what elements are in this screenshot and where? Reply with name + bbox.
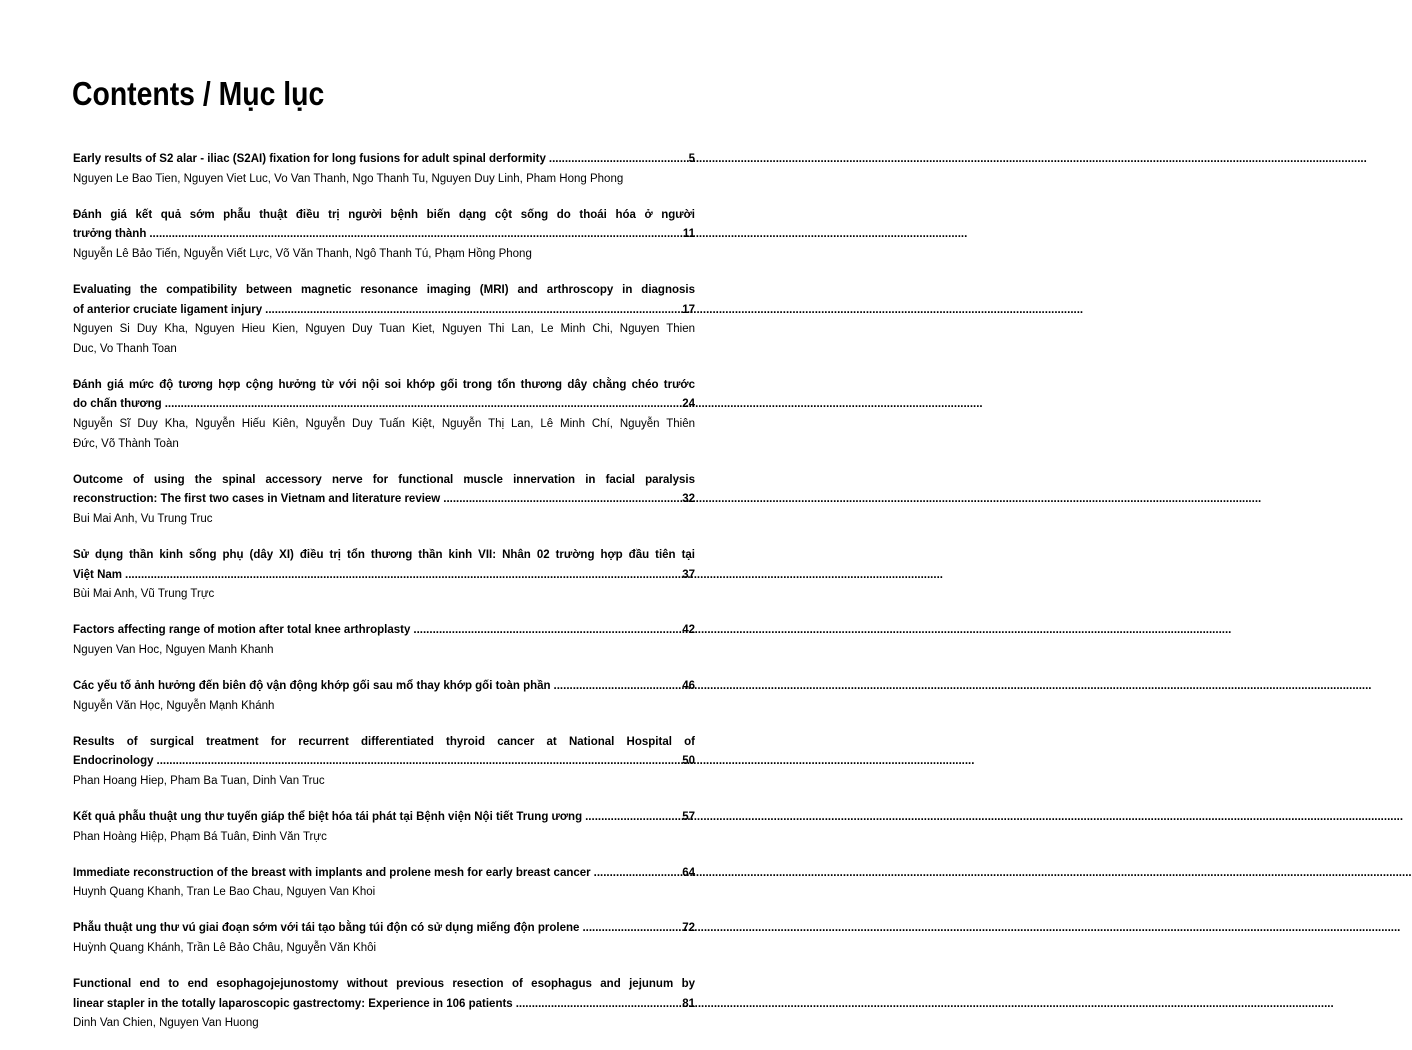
entry-title-row: [73, 919, 695, 939]
entry-authors: Đức, Võ Thành Toàn: [73, 437, 179, 450]
entry-title-row: [73, 150, 695, 170]
entry-title-row: [73, 225, 695, 245]
toc-entry[interactable]: [73, 376, 695, 454]
entry-title-row: [73, 752, 695, 772]
toc-entry[interactable]: [73, 975, 695, 1034]
dot-leader: [413, 621, 681, 641]
dot-leader: [165, 395, 682, 415]
entry-title: Phẫu thuật ung thư vú giai đoạn sớm với tái tạo bằng túi độn có sử dụng miếng độn prolene: [73, 922, 580, 935]
entry-page-number: 81: [682, 997, 695, 1010]
entry-title: Kết quả phẫu thuật ung thư tuyến giáp thể biệt hóa tái phát tại Bệnh viện Nội tiết Trung ương: [73, 810, 583, 823]
entry-title-line: Đánh giá mức độ tương hợp cộng hưởng từ với nội soi khớp gối trong tổn thương dây chằng chéo trước: [73, 378, 695, 391]
dot-leader: [157, 752, 682, 772]
entry-title-row: [73, 864, 695, 884]
entry-title-line: Đánh giá kết quả sớm phẫu thuật điều trị người bệnh biến dạng cột sống do thoái hóa ở người: [73, 208, 695, 221]
entry-title: do chấn thương: [73, 398, 162, 411]
entry-title-line: Evaluating the compatibility between magnetic resonance imaging (MRI) and arthroscopy in diagnosis: [73, 283, 695, 296]
dot-leader: [554, 677, 682, 697]
entry-authors: Dinh Van Chien, Nguyen Van Huong: [73, 1017, 259, 1030]
entry-page-number: 42: [682, 624, 695, 637]
dot-leader: [516, 995, 681, 1015]
toc-entry[interactable]: [73, 919, 695, 958]
entry-page-number: 32: [682, 493, 695, 506]
dot-leader: [582, 919, 681, 939]
entry-title-line: Sử dụng thần kinh sống phụ (dây XI) điều trị tổn thương thần kinh VII: Nhân 02 trường hợp đầu tiên tại: [73, 549, 695, 561]
toc-entry[interactable]: [73, 677, 695, 716]
entry-page-number: 72: [682, 922, 695, 935]
dot-leader: [265, 301, 681, 321]
entry-authors: Huỳnh Quang Khánh, Trần Lê Bảo Châu, Nguyễn Văn Khôi: [73, 941, 377, 954]
entry-title: Early results of S2 alar - iliac (S2AI) fixation for long fusions for adult spinal derformity: [73, 153, 546, 165]
entry-title-row: [73, 677, 695, 697]
entry-page-number: 57: [682, 810, 695, 823]
entry-title: trưởng thành: [73, 228, 147, 241]
entry-title-row: [73, 490, 695, 510]
toc-entry[interactable]: [73, 281, 695, 359]
dot-leader: [149, 225, 681, 245]
entry-page-number: 5: [688, 153, 695, 165]
entry-page-number: 17: [682, 303, 695, 316]
entry-page-number: 50: [682, 755, 695, 768]
entry-title: Factors affecting range of motion after total knee arthroplasty: [73, 624, 411, 637]
entry-page-number: 37: [682, 568, 695, 581]
toc-entry[interactable]: [73, 150, 695, 189]
dot-leader: [443, 490, 681, 510]
entry-title: linear stapler in the totally laparoscopic gastrectomy: Experience in 106 patients: [73, 997, 513, 1010]
dot-leader: [594, 864, 682, 884]
entry-title: of anterior cruciate ligament injury: [73, 303, 263, 316]
entry-title: Việt Nam: [73, 568, 123, 581]
dot-leader: [585, 808, 681, 828]
entry-authors: Bui Mai Anh, Vu Trung Truc: [73, 512, 213, 525]
toc-list: [73, 150, 695, 1050]
entry-title: Các yếu tố ảnh hưởng đến biên độ vận động khớp gối sau mổ thay khớp gối toàn phần: [73, 679, 551, 692]
entry-authors: Bùi Mai Anh, Vũ Trung Trực: [73, 588, 215, 601]
toc-entry[interactable]: [73, 546, 695, 605]
entry-title-row: [73, 395, 695, 415]
entry-authors: Phan Hoang Hiep, Pham Ba Tuan, Dinh Van Truc: [73, 774, 325, 787]
entry-page-number: 11: [682, 228, 695, 241]
entry-title-line: Outcome of using the spinal accessory nerve for functional muscle innervation in facial paralysis: [73, 473, 695, 486]
entry-authors: Huynh Quang Khanh, Tran Le Bao Chau, Nguyen Van Khoi: [73, 886, 376, 899]
dot-leader: [549, 150, 688, 170]
entry-title-row: [73, 621, 695, 641]
entry-authors: Nguyễn Lê Bảo Tiến, Nguyễn Viết Lực, Võ Văn Thanh, Ngô Thanh Tú, Phạm Hồng Phong: [73, 247, 532, 260]
entry-title-row: [73, 808, 695, 828]
entry-title-row: [73, 995, 695, 1015]
toc-entry[interactable]: [73, 621, 695, 660]
entry-authors: Nguyen Van Hoc, Nguyen Manh Khanh: [73, 643, 274, 656]
entry-page-number: 46: [682, 679, 695, 692]
page-title: Contents / Mục lục: [72, 75, 325, 112]
entry-authors: Nguyen Si Duy Kha, Nguyen Hieu Kien, Nguyen Duy Tuan Kiet, Nguyen Thi Lan, Le Minh Chi, Nguyen Thien: [73, 323, 695, 336]
toc-entry[interactable]: [73, 808, 695, 847]
entry-page-number: 24: [682, 398, 695, 411]
entry-authors: Nguyen Le Bao Tien, Nguyen Viet Luc, Vo Van Thanh, Ngo Thanh Tu, Nguyen Duy Linh, Pham Hong Phong: [73, 172, 624, 185]
dot-leader: [125, 566, 681, 586]
toc-entry[interactable]: [73, 471, 695, 530]
entry-authors: Nguyễn Sĩ Duy Kha, Nguyễn Hiếu Kiên, Nguyễn Duy Tuấn Kiệt, Nguyễn Thị Lan, Lê Minh Chí, Nguyễn Thiên: [73, 418, 695, 431]
entry-authors: Nguyễn Văn Học, Nguyễn Mạnh Khánh: [73, 699, 275, 712]
entry-title-line: Results of surgical treatment for recurrent differentiated thyroid cancer at National Hospital of: [73, 735, 695, 748]
entry-title-line: Functional end to end esophagojejunostomy without previous resection of esophagus and jejunum by: [73, 978, 695, 990]
entry-title-row: [73, 301, 695, 321]
entry-authors: Phan Hoàng Hiệp, Phạm Bá Tuân, Đinh Văn Trực: [73, 830, 327, 843]
toc-entry[interactable]: [73, 733, 695, 792]
entry-title: Immediate reconstruction of the breast with implants and prolene mesh for early breast cancer: [73, 866, 591, 879]
toc-entry[interactable]: [73, 206, 695, 265]
entry-authors: Duc, Vo Thanh Toan: [73, 342, 177, 355]
entry-page-number: 64: [682, 866, 695, 879]
entry-title-row: [73, 566, 695, 586]
toc-entry[interactable]: [73, 864, 695, 903]
entry-title: Endocrinology: [73, 755, 154, 768]
entry-title: reconstruction: The first two cases in Vietnam and literature review: [73, 493, 441, 506]
